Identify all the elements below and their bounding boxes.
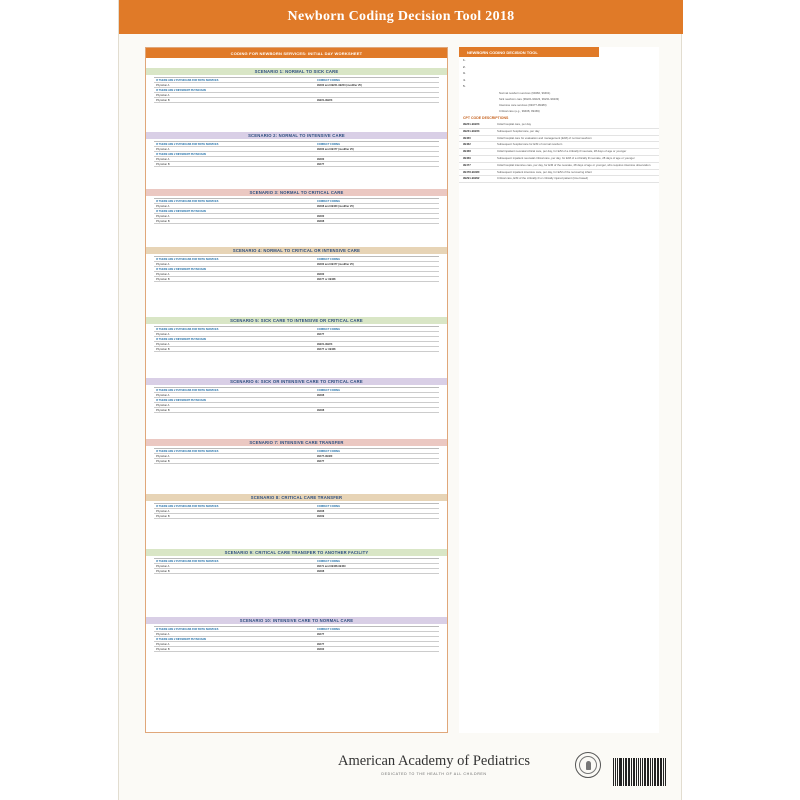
poster	[118, 0, 682, 800]
cell-situation: IF THERE ARE 2 DIFFERENT PHYSICIANS	[156, 267, 207, 271]
cell-coding: 99468	[317, 219, 325, 223]
cpt-row	[459, 136, 659, 143]
cell-coding: CORRECT CODING	[317, 504, 341, 508]
table-row	[154, 162, 439, 167]
scenario-title: SCENARIO 5: SICK CARE TO INTENSIVE OR CRITICAL CARE	[146, 317, 447, 324]
cell-situation: Physician A	[156, 454, 170, 458]
cell-coding: CORRECT CODING	[317, 327, 341, 331]
cell-situation: IF THERE ARE 2 DIFFERENT PHYSICIANS	[156, 398, 207, 402]
cpt-section-title: CPT CODE DESCRIPTIONS	[463, 115, 509, 120]
cell-coding: 99221-99223	[317, 98, 333, 102]
aap-seal-icon	[575, 752, 601, 778]
title-bar	[119, 0, 683, 34]
worksheet-note	[146, 58, 447, 68]
cell-situation: Physician B	[156, 219, 170, 223]
cell-coding: 99477-99480	[317, 454, 333, 458]
scenario-title: SCENARIO 2: NORMAL TO INTENSIVE CARE	[146, 132, 447, 139]
cell-situation: Physician A	[156, 632, 170, 636]
cell-situation: Physician A	[156, 564, 170, 568]
scenario-6	[146, 378, 447, 436]
table-row	[154, 219, 439, 224]
cell-situation: Physician A	[156, 642, 170, 646]
scenario-table	[154, 326, 439, 352]
cell-situation: Physician A	[156, 204, 170, 208]
guidance-column	[459, 47, 659, 733]
cell-coding: 99469	[317, 514, 325, 518]
care-level: Sick newborn care (99221-99223, 99231-99233)	[499, 96, 560, 101]
list-number: 4.	[463, 77, 466, 82]
cell-coding: 99460	[317, 157, 325, 161]
org-name: American Academy of Pediatrics	[337, 753, 531, 769]
cpt-row	[459, 129, 659, 136]
cpt-code: 99231-99233	[463, 128, 480, 133]
cpt-description: Initial hospital care, per day	[497, 121, 532, 126]
care-level-chain	[459, 90, 659, 114]
cell-situation: IF THERE ARE 2 DIFFERENT PHYSICIANS	[156, 337, 207, 341]
cell-situation: IF THERE ARE 2 PHYSICIANS FOR BOTH SERVICES	[156, 559, 219, 563]
cell-coding: 99468	[317, 569, 325, 573]
cell-situation: Physician A	[156, 342, 170, 346]
list-number: 2.	[463, 64, 466, 69]
cell-coding: 99468 and 99460 (modifier 25)	[317, 204, 354, 208]
care-level: Intensive care services (99477-99480)	[499, 102, 547, 107]
scenario-table	[154, 448, 439, 464]
cell-coding: 99471 and 99468-99469	[317, 564, 346, 568]
cell-coding: 99477	[317, 459, 325, 463]
cpt-code: 99478-99480	[463, 169, 480, 174]
cell-situation: IF THERE ARE 2 DIFFERENT PHYSICIANS	[156, 152, 207, 156]
cell-situation: Physician A	[156, 83, 170, 87]
scenario-title: SCENARIO 1: NORMAL TO SICK CARE	[146, 68, 447, 75]
cpt-row	[459, 142, 659, 149]
cell-situation: Physician B	[156, 277, 170, 281]
cell-coding: 99221-99223	[317, 342, 333, 346]
cell-situation: Physician B	[156, 647, 170, 651]
page-title: Newborn Coding Decision Tool 2018	[287, 9, 515, 24]
cell-situation: IF THERE ARE 2 PHYSICIANS FOR BOTH SERVICES	[156, 257, 219, 261]
cell-coding: 99460 and 99477 (modifier 25)	[317, 147, 354, 151]
list-item	[459, 64, 659, 71]
cell-situation: Physician A	[156, 93, 170, 97]
cpt-description: Subsequent inpatient intensive care, per day, for E/M of the recovering infant	[497, 169, 592, 174]
cell-coding: 99477	[317, 642, 325, 646]
cell-situation: Physician B	[156, 347, 170, 351]
table-row	[154, 347, 439, 352]
list-item	[459, 77, 659, 84]
scenario-title: SCENARIO 6: SICK OR INTENSIVE CARE TO CRITICAL CARE	[146, 378, 447, 385]
cell-coding: 99477 or 99468	[317, 277, 336, 281]
cpt-row	[459, 122, 659, 129]
cell-coding: CORRECT CODING	[317, 257, 341, 261]
scenario-title: SCENARIO 3: NORMAL TO CRITICAL CARE	[146, 189, 447, 196]
cpt-description: Subsequent hospital care, per day	[497, 128, 540, 133]
cell-situation: Physician A	[156, 393, 170, 397]
cpt-code: 99469	[463, 155, 471, 160]
cell-situation: Physician A	[156, 147, 170, 151]
cell-coding: CORRECT CODING	[317, 559, 341, 563]
cell-situation: Physician B	[156, 408, 170, 412]
scenario-title: SCENARIO 8: CRITICAL CARE TRANSFER	[146, 494, 447, 501]
cell-coding: 99462	[317, 647, 325, 651]
worksheet-column	[145, 47, 448, 733]
cpt-row	[459, 163, 659, 170]
cell-situation: Physician A	[156, 272, 170, 276]
cell-situation: Physician A	[156, 332, 170, 336]
cell-situation: IF THERE ARE 2 PHYSICIANS FOR BOTH SERVICES	[156, 627, 219, 631]
table-row	[154, 459, 439, 464]
cell-coding: CORRECT CODING	[317, 449, 341, 453]
cell-situation: Physician B	[156, 98, 170, 102]
cpt-code: 99221-99223	[463, 121, 480, 126]
list-number: 5.	[463, 84, 466, 89]
cell-coding: 99460	[317, 272, 325, 276]
care-level: Critical care (e.g., 99468, 99469)	[499, 108, 540, 113]
cell-situation: IF THERE ARE 2 DIFFERENT PHYSICIANS	[156, 637, 207, 641]
scenario-table	[154, 198, 439, 224]
cell-situation: Physician B	[156, 569, 170, 573]
scenario-title: SCENARIO 9: CRITICAL CARE TRANSFER TO ANOTHER FACILITY	[146, 549, 447, 556]
cell-situation: IF THERE ARE 2 PHYSICIANS FOR BOTH SERVICES	[156, 449, 219, 453]
scenario-2	[146, 132, 447, 186]
cell-coding: 99477 or 99468	[317, 347, 336, 351]
cell-coding: 99460 and 99221-99223 (modifier 25)	[317, 83, 362, 87]
cpt-description: Initial hospital care for evaluation and management (E/M) of normal newborn	[497, 135, 592, 140]
list-number: 1.	[463, 58, 466, 62]
cell-coding: CORRECT CODING	[317, 627, 341, 631]
scenario-7	[146, 439, 447, 491]
org-tagline: DEDICATED TO THE HEALTH OF ALL CHILDREN	[381, 772, 487, 776]
cell-coding: CORRECT CODING	[317, 78, 341, 82]
scenario-table	[154, 77, 439, 103]
scenario-table	[154, 256, 439, 282]
cell-situation: IF THERE ARE 2 PHYSICIANS FOR BOTH SERVICES	[156, 142, 219, 146]
cpt-description: Initial inpatient neonatal critical care, per day, for E/M of a critically ill neonate, 28 days of age or younger	[497, 149, 627, 154]
cpt-code: 99460	[463, 135, 471, 140]
cell-situation: IF THERE ARE 2 PHYSICIANS FOR BOTH SERVICES	[156, 388, 219, 392]
cpt-code: 99291-99292	[463, 176, 480, 181]
scenario-1	[146, 68, 447, 128]
care-level: Normal newborn services (99460, 99461)	[499, 90, 551, 95]
cell-situation: Physician A	[156, 509, 170, 513]
cpt-code: 99468	[463, 149, 471, 154]
table-row	[154, 514, 439, 519]
cell-coding: 99468	[317, 509, 325, 513]
cell-situation: Physician A	[156, 262, 170, 266]
cell-situation: IF THERE ARE 2 PHYSICIANS FOR BOTH SERVICES	[156, 199, 219, 203]
table-row	[154, 408, 439, 413]
scenario-table	[154, 626, 439, 652]
table-row	[154, 98, 439, 103]
cpt-description: Subsequent inpatient neonatal critical care, per day, for E/M of a critically ill neonate, 28 days of age or younger	[497, 155, 635, 160]
worksheet-banner: CODING FOR NEWBORN SERVICES: INITIAL DAY WORKSHEET	[146, 48, 447, 58]
cell-situation: IF THERE ARE 2 PHYSICIANS FOR BOTH SERVICES	[156, 327, 219, 331]
cpt-description: Subsequent hospital care for E/M of normal newborn	[497, 142, 563, 147]
cell-situation: Physician B	[156, 162, 170, 166]
scenario-4	[146, 247, 447, 314]
scenario-table	[154, 558, 439, 574]
cpt-code-list	[459, 122, 659, 183]
cpt-description: Initial hospital intensive care, per day, for E/M of the neonate, 28 days of age or younger, who requires intensive observation	[497, 162, 651, 167]
cell-coding: 99468	[317, 393, 325, 397]
scenario-5	[146, 317, 447, 375]
scenario-table	[154, 503, 439, 519]
scenario-title: SCENARIO 7: INTENSIVE CARE TRANSFER	[146, 439, 447, 446]
cpt-row	[459, 170, 659, 177]
cell-coding: 99477	[317, 632, 325, 636]
scenario-table	[154, 141, 439, 167]
cell-coding: 99477	[317, 332, 325, 336]
cell-coding: 99460	[317, 214, 325, 218]
list-item	[459, 70, 659, 77]
cell-situation: IF THERE ARE 2 DIFFERENT PHYSICIANS	[156, 88, 207, 92]
cpt-row	[459, 176, 659, 183]
cpt-code: 99477	[463, 162, 471, 167]
cell-situation: Physician B	[156, 459, 170, 463]
cell-coding: CORRECT CODING	[317, 142, 341, 146]
scenario-table	[154, 387, 439, 413]
cell-coding: 99460 and 99477 (modifier 25)	[317, 262, 354, 266]
cpt-row	[459, 149, 659, 156]
cell-coding: 99477	[317, 162, 325, 166]
scenario-title: SCENARIO 10: INTENSIVE CARE TO NORMAL CARE	[146, 617, 447, 624]
footer	[119, 740, 683, 800]
list-number: 3.	[463, 71, 466, 76]
cell-situation: Physician A	[156, 157, 170, 161]
cell-coding: CORRECT CODING	[317, 199, 341, 203]
cell-coding: CORRECT CODING	[317, 388, 341, 392]
cpt-row	[459, 156, 659, 163]
cell-situation: Physician A	[156, 403, 170, 407]
table-row	[154, 277, 439, 282]
aap-logo	[304, 753, 564, 776]
cell-situation: IF THERE ARE 2 PHYSICIANS FOR BOTH SERVICES	[156, 78, 219, 82]
scenario-3	[146, 189, 447, 244]
scenario-8	[146, 494, 447, 546]
scenario-9	[146, 549, 447, 613]
cpt-description: Critical care, E/M of the critically ill or critically injured patient (time based)	[497, 176, 589, 181]
cell-coding: 99468	[317, 408, 325, 412]
list-item	[459, 57, 659, 64]
cell-situation: Physician B	[156, 514, 170, 518]
guidance-list	[459, 57, 659, 90]
cpt-code: 99462	[463, 142, 471, 147]
table-row	[154, 569, 439, 574]
cell-situation: Physician A	[156, 214, 170, 218]
list-item	[459, 83, 659, 90]
barcode-icon	[613, 754, 667, 786]
cell-situation: IF THERE ARE 2 PHYSICIANS FOR BOTH SERVICES	[156, 504, 219, 508]
cell-situation: IF THERE ARE 2 DIFFERENT PHYSICIANS	[156, 209, 207, 213]
scenario-title: SCENARIO 4: NORMAL TO CRITICAL OR INTENSIVE CARE	[146, 247, 447, 254]
scenario-10	[146, 617, 447, 677]
table-row	[154, 647, 439, 652]
guidance-title: NEWBORN CODING DECISION TOOL	[459, 47, 599, 57]
